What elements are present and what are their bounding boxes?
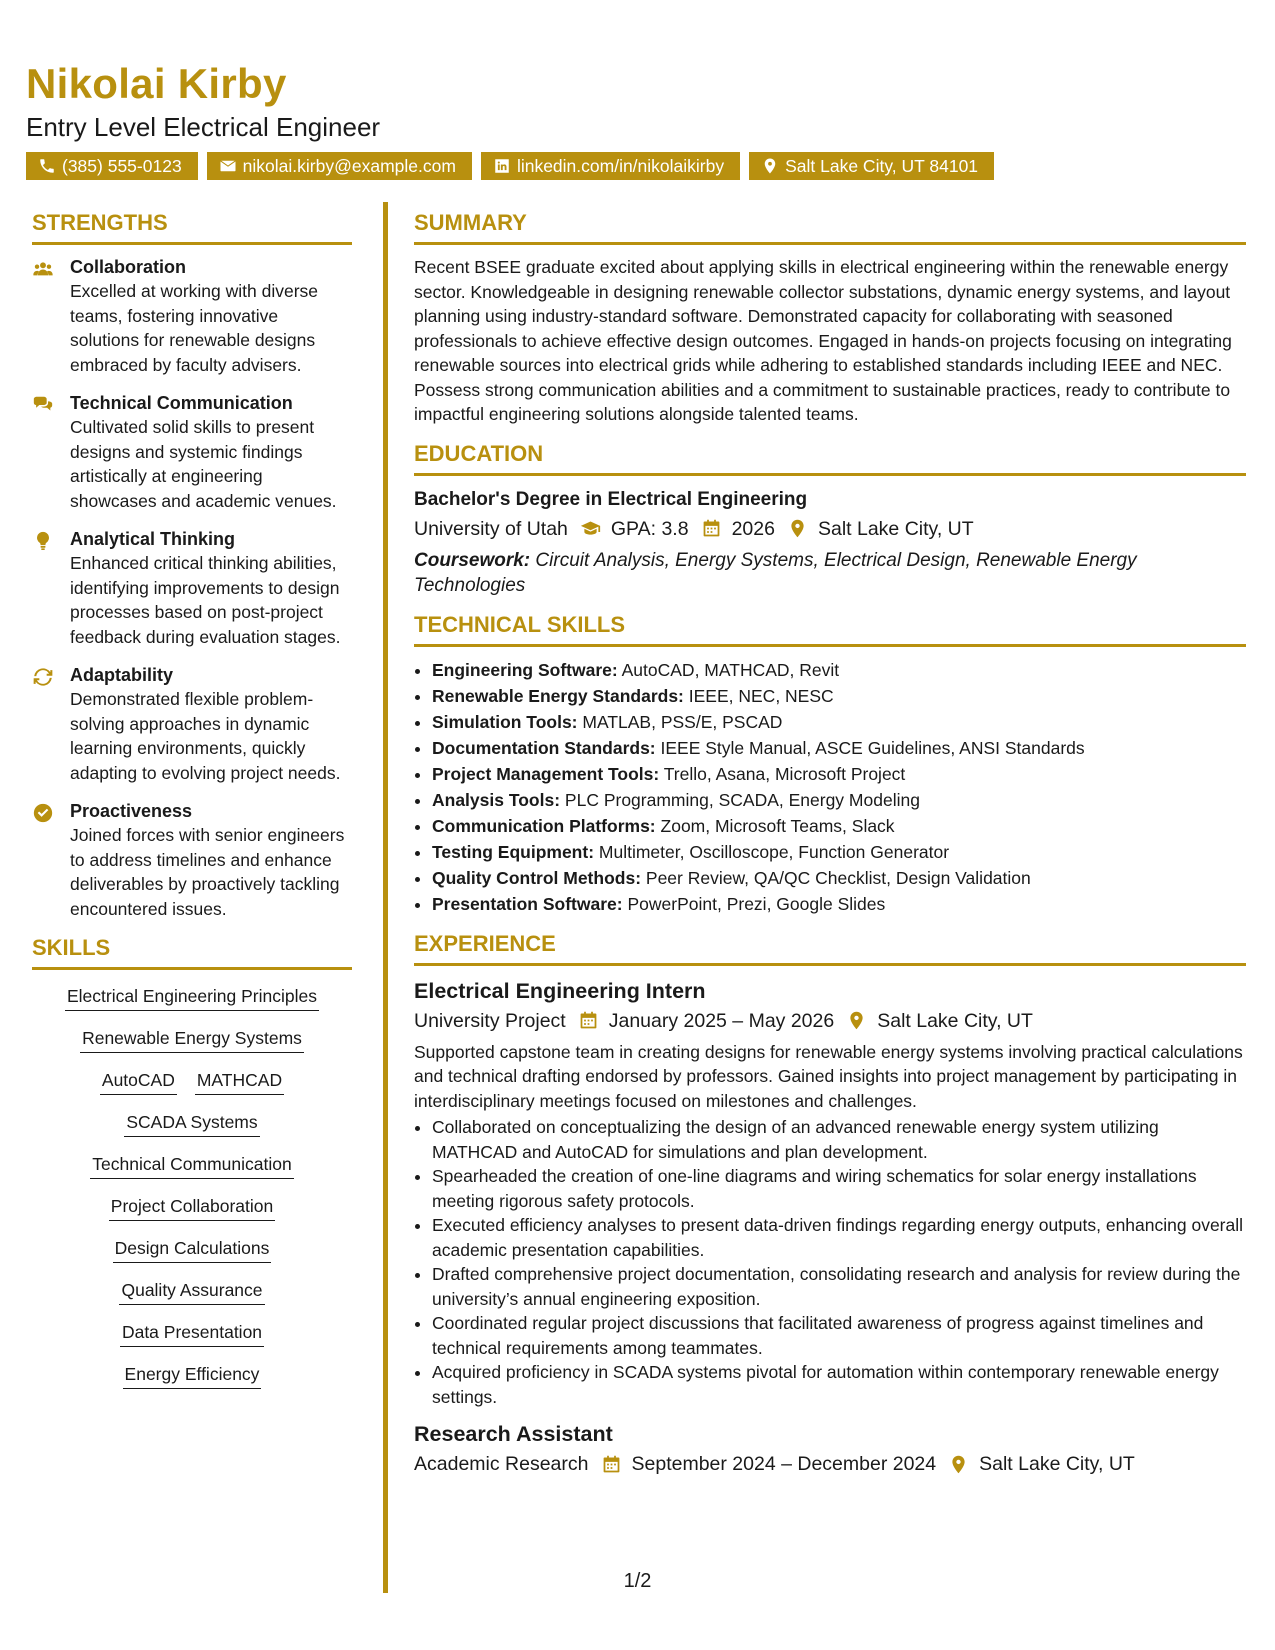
strengths-heading: STRENGTHS xyxy=(32,210,352,245)
skill-value: Trello, Asana, Microsoft Project xyxy=(663,763,906,784)
job-location: Salt Lake City, UT xyxy=(877,1009,1033,1032)
phone-chip[interactable] xyxy=(26,152,198,180)
list-item xyxy=(432,735,1246,761)
skill-value: Zoom, Microsoft Teams, Slack xyxy=(660,815,895,836)
job-location: Salt Lake City, UT xyxy=(979,1453,1135,1475)
sync-icon xyxy=(32,666,54,688)
users-icon xyxy=(32,258,54,280)
job-org: Academic Research xyxy=(414,1453,589,1475)
candidate-name: Nikolai Kirby xyxy=(26,60,287,107)
coursework-text: Circuit Analysis, Energy Systems, Electrical Design, Renewable Energy Technologies xyxy=(414,549,1137,596)
degree-title: Bachelor's Degree in Electrical Engineering xyxy=(414,488,808,510)
list-item xyxy=(432,839,1246,865)
job-meta xyxy=(414,1449,1246,1479)
linkedin-text: linkedin.com/in/nikolaikirby xyxy=(516,156,725,176)
skills-heading: SKILLS xyxy=(32,935,352,970)
map-pin-icon xyxy=(787,518,808,539)
strength-item xyxy=(32,255,352,377)
skill-label: Documentation Standards: xyxy=(432,737,656,758)
skill-tag: Renewable Energy Systems xyxy=(80,1024,304,1053)
grad-year: 2026 xyxy=(731,517,775,540)
summary-heading: SUMMARY xyxy=(414,210,1246,245)
strength-title: Adaptability xyxy=(70,665,174,685)
list-item xyxy=(432,657,1246,683)
skill-label: Communication Platforms: xyxy=(432,815,656,836)
skill-value: Multimeter, Oscilloscope, Function Generator xyxy=(598,841,950,862)
job-org: University Project xyxy=(414,1009,566,1032)
skill-value: PowerPoint, Prezi, Google Slides xyxy=(627,893,886,914)
linkedin-icon xyxy=(493,157,511,175)
job-title: Research Assistant xyxy=(414,1422,613,1446)
job-title: Electrical Engineering Intern xyxy=(414,978,706,1003)
school-location: Salt Lake City, UT xyxy=(817,517,974,540)
calendar-icon xyxy=(701,518,722,539)
list-item xyxy=(432,761,1246,787)
map-pin-icon xyxy=(948,1454,969,1475)
strength-item xyxy=(32,663,352,785)
list-item: • Spearheaded the creation of one-line diagrams and wiring schematics for solar energy installations meeting rigorous safety protocols. xyxy=(432,1164,1246,1213)
list-item xyxy=(432,683,1246,709)
list-item: • Drafted comprehensive project documentation, consolidating research and analysis for review during the university’s annual engineering exposition. xyxy=(432,1262,1246,1311)
page-number: 1/2 xyxy=(623,1570,652,1592)
right-column xyxy=(414,210,1246,1479)
email-text: nikolai.kirby@example.com xyxy=(242,156,456,176)
skill-tag: Project Collaboration xyxy=(109,1192,275,1221)
job-dates: September 2024 – December 2024 xyxy=(631,1453,937,1475)
job-dates: January 2025 – May 2026 xyxy=(608,1009,835,1032)
column-divider xyxy=(383,202,388,1593)
skill-value: IEEE, NEC, NESC xyxy=(688,685,834,706)
skill-label: Project Management Tools: xyxy=(432,763,660,784)
coursework-label: Coursework: xyxy=(414,549,531,571)
strength-title: Technical Communication xyxy=(70,393,293,413)
lightbulb-icon xyxy=(32,530,54,552)
skill-value: MATLAB, PSS/E, PSCAD xyxy=(582,711,783,732)
skill-tag: Design Calculations xyxy=(113,1234,272,1263)
list-item: • Executed efficiency analyses to present data-driven findings regarding energy outputs, enhancing overall academic presentation capabilities. xyxy=(432,1213,1246,1262)
school-name: University of Utah xyxy=(414,517,568,540)
map-pin-icon xyxy=(846,1010,867,1031)
list-item: • Collaborated on conceptualizing the design of an advanced renewable energy system utilizing MATHCAD and AutoCAD for simulations and plan development. xyxy=(432,1115,1246,1164)
strength-item xyxy=(32,527,352,649)
skill-tag: MATHCAD xyxy=(195,1066,284,1095)
skill-label: Quality Control Methods: xyxy=(432,867,642,888)
strength-desc: Demonstrated flexible problem-solving approaches in dynamic learning environments, quickly adapting to evolving project needs. xyxy=(70,689,341,783)
list-item xyxy=(432,813,1246,839)
list-item xyxy=(432,891,1246,917)
strength-title: Collaboration xyxy=(70,257,186,277)
location-text: Salt Lake City, UT 84101 xyxy=(785,156,979,176)
skill-tag: AutoCAD xyxy=(100,1066,177,1095)
education-heading: EDUCATION xyxy=(414,441,1246,476)
job-summary: Supported capstone team in creating designs for renewable energy systems involving practical calculations and technical drafting endorsed by professors. Gained insights into project management by participating in interdisciplinary meetings focused on milestones and challenges. xyxy=(414,1041,1243,1111)
list-item xyxy=(432,787,1246,813)
strength-item xyxy=(32,799,352,921)
job-bullets xyxy=(414,1115,1246,1409)
skill-tag: Electrical Engineering Principles xyxy=(65,982,319,1011)
experience-heading: EXPERIENCE xyxy=(414,931,1246,966)
skill-value: PLC Programming, SCADA, Energy Modeling xyxy=(564,789,920,810)
email-chip[interactable] xyxy=(207,152,472,180)
skill-tag: Quality Assurance xyxy=(119,1276,264,1305)
job-meta xyxy=(414,1006,1246,1036)
comments-icon xyxy=(32,394,54,416)
graduation-cap-icon xyxy=(580,518,601,539)
calendar-icon xyxy=(578,1010,599,1031)
phone-icon xyxy=(38,157,56,175)
skill-label: Testing Equipment: xyxy=(432,841,595,862)
technical-skills-list xyxy=(414,657,1246,917)
strength-item xyxy=(32,391,352,513)
strength-desc: Cultivated solid skills to present designs and systemic findings artistically at engineering showcases and academic venues. xyxy=(70,417,337,511)
phone-text: (385) 555-0123 xyxy=(62,156,182,176)
skill-label: Simulation Tools: xyxy=(432,711,578,732)
strength-desc: Joined forces with senior engineers to address timelines and enhance deliverables by proactively tackling encountered issues. xyxy=(70,825,345,919)
skill-tag: SCADA Systems xyxy=(124,1108,259,1137)
skill-label: Presentation Software: xyxy=(432,893,623,914)
check-circle-icon xyxy=(32,802,54,824)
calendar-icon xyxy=(601,1454,622,1475)
list-item xyxy=(432,709,1246,735)
skill-value: Peer Review, QA/QC Checklist, Design Validation xyxy=(645,867,1031,888)
list-item: • Acquired proficiency in SCADA systems pivotal for automation within contemporary renewable energy settings. xyxy=(432,1360,1246,1409)
skill-label: Renewable Energy Standards: xyxy=(432,685,684,706)
contact-bar xyxy=(26,152,994,180)
skills-list xyxy=(32,982,352,1402)
summary-text: Recent BSEE graduate excited about applying skills in electrical engineering within the renewable energy sector. Knowledgeable in designing renewable collector substations, dynamic energy systems, and layout planning using industry-standard software. Demonstrated capacity for collaborating with seasoned professionals to achieve effective design outcomes. Engaged in hands-on projects focusing on integrating renewable sources into electrical grids while adhering to established standards including IEEE and NEC. Possess strong communication abilities and a commitment to sustainable practices, ready to contribute to impactful engineering solutions alongside talented teams. xyxy=(414,257,1232,424)
strength-title: Proactiveness xyxy=(70,801,193,821)
skill-label: Analysis Tools: xyxy=(432,789,561,810)
strength-desc: Excelled at working with diverse teams, fostering innovative solutions for renewable designs embraced by faculty advisers. xyxy=(70,281,319,375)
strength-desc: Enhanced critical thinking abilities, identifying improvements to design processes based on post-project feedback during evaluation stages. xyxy=(70,553,341,647)
skill-value: AutoCAD, MATHCAD, Revit xyxy=(621,659,840,680)
envelope-icon xyxy=(219,157,237,175)
strength-title: Analytical Thinking xyxy=(70,529,236,549)
technical-skills-heading: TECHNICAL SKILLS xyxy=(414,612,1246,647)
skill-value: IEEE Style Manual, ASCE Guidelines, ANSI Standards xyxy=(660,737,1085,758)
skill-tag: Data Presentation xyxy=(120,1318,264,1347)
linkedin-chip[interactable] xyxy=(481,152,740,180)
map-pin-icon xyxy=(761,157,779,175)
education-meta xyxy=(414,514,1246,544)
skill-tag: Technical Communication xyxy=(90,1150,293,1179)
skill-label: Engineering Software: xyxy=(432,659,618,680)
gpa-text: GPA: 3.8 xyxy=(610,517,689,540)
location-chip xyxy=(749,152,994,180)
candidate-role: Entry Level Electrical Engineer xyxy=(26,112,381,142)
left-column xyxy=(32,210,352,1402)
skill-tag: Energy Efficiency xyxy=(123,1360,262,1389)
list-item: • Coordinated regular project discussions that facilitated awareness of progress against timelines and technical requirements among teammates. xyxy=(432,1311,1246,1360)
list-item xyxy=(432,865,1246,891)
coursework xyxy=(414,548,1246,598)
